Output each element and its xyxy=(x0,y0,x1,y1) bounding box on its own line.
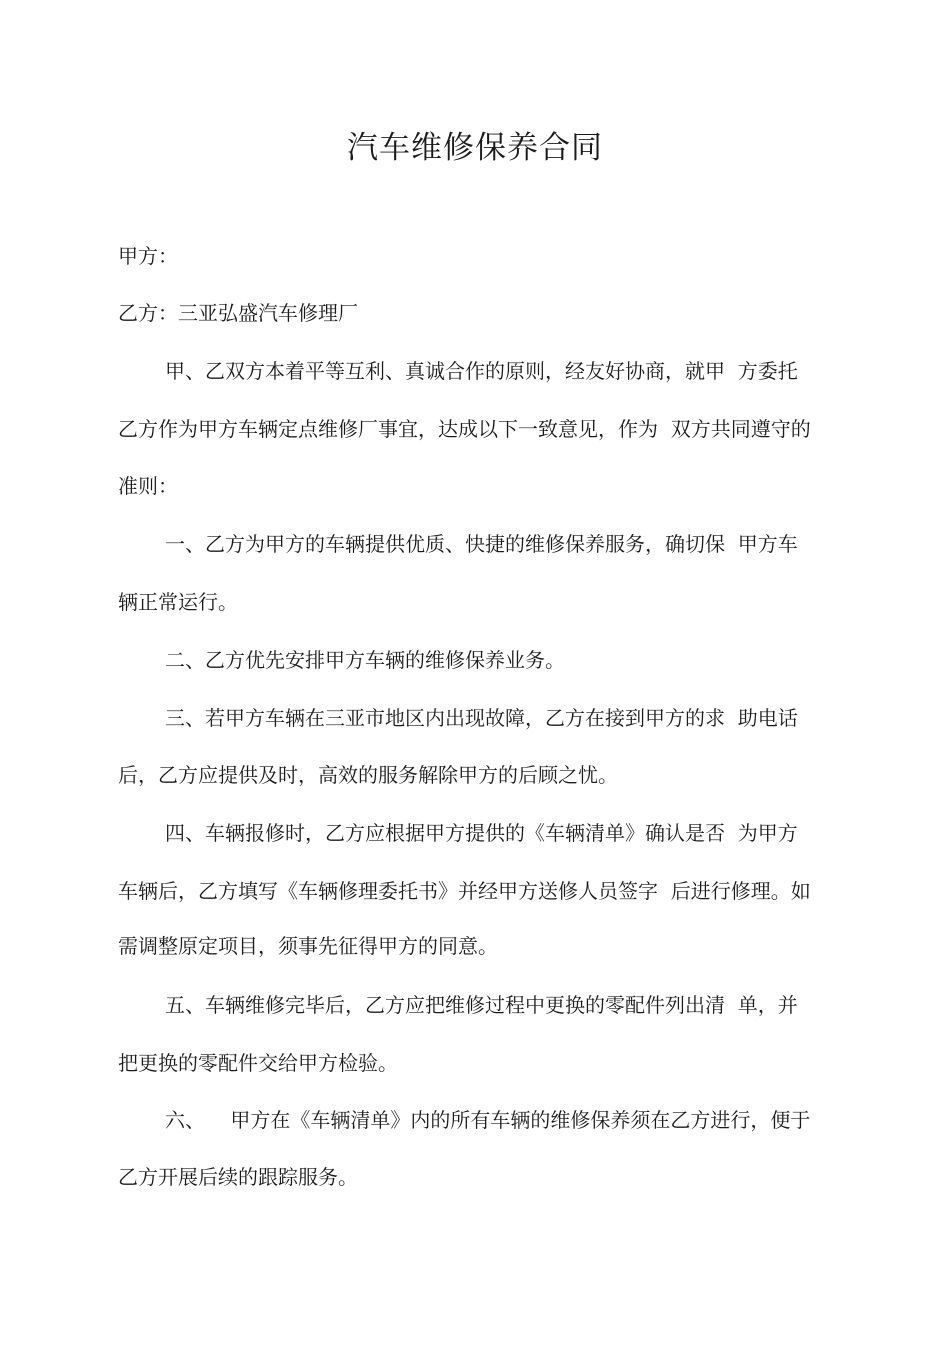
intro-line-2: 乙方作为甲方车辆定点维修厂事宜，达成以下一致意见，作为 双方共同遵守的 xyxy=(118,417,811,441)
clause-5-line-1: 五、车辆维修完毕后，乙方应把维修过程中更换的零配件列出清 单，并 xyxy=(165,993,798,1017)
clause-4-line-2: 车辆后，乙方填写《车辆修理委托书》并经甲方送修人员签字 后进行修理。如 xyxy=(118,879,811,903)
clause-2-line-1: 二、乙方优先安排甲方车辆的维修保养业务。 xyxy=(165,648,565,672)
clause-3-line-2: 后，乙方应提供及时，高效的服务解除甲方的后顾之忧。 xyxy=(118,763,618,787)
clause-1-line-1: 一、乙方为甲方的车辆提供优质、快捷的维修保养服务，确切保 甲方车 xyxy=(165,532,798,556)
clause-6-line-1: 六、 甲方在《车辆清单》内的所有车辆的维修保养须在乙方进行，便于 xyxy=(165,1108,811,1132)
document-title: 汽车维修保养合同 xyxy=(347,130,603,166)
clause-3-line-1: 三、若甲方车辆在三亚市地区内出现故障，乙方在接到甲方的求 助电话 xyxy=(165,706,798,730)
party-b-line: 乙方：三亚弘盛汽车修理厂 xyxy=(118,301,358,325)
clause-5-line-2: 把更换的零配件交给甲方检验。 xyxy=(118,1051,398,1075)
party-a-line: 甲方： xyxy=(118,244,178,268)
clause-4-line-1: 四、车辆报修时，乙方应根据甲方提供的《车辆清单》确认是否 为甲方 xyxy=(165,821,798,845)
intro-line-3: 准则： xyxy=(118,474,178,498)
clause-6-line-2: 乙方开展后续的跟踪服务。 xyxy=(118,1165,358,1189)
clause-1-line-2: 辆正常运行。 xyxy=(118,590,238,614)
intro-line-1: 甲、乙双方本着平等互利、真诚合作的原则，经友好协商，就甲 方委托 xyxy=(165,359,798,383)
clause-4-line-3: 需调整原定项目，须事先征得甲方的同意。 xyxy=(118,934,498,958)
